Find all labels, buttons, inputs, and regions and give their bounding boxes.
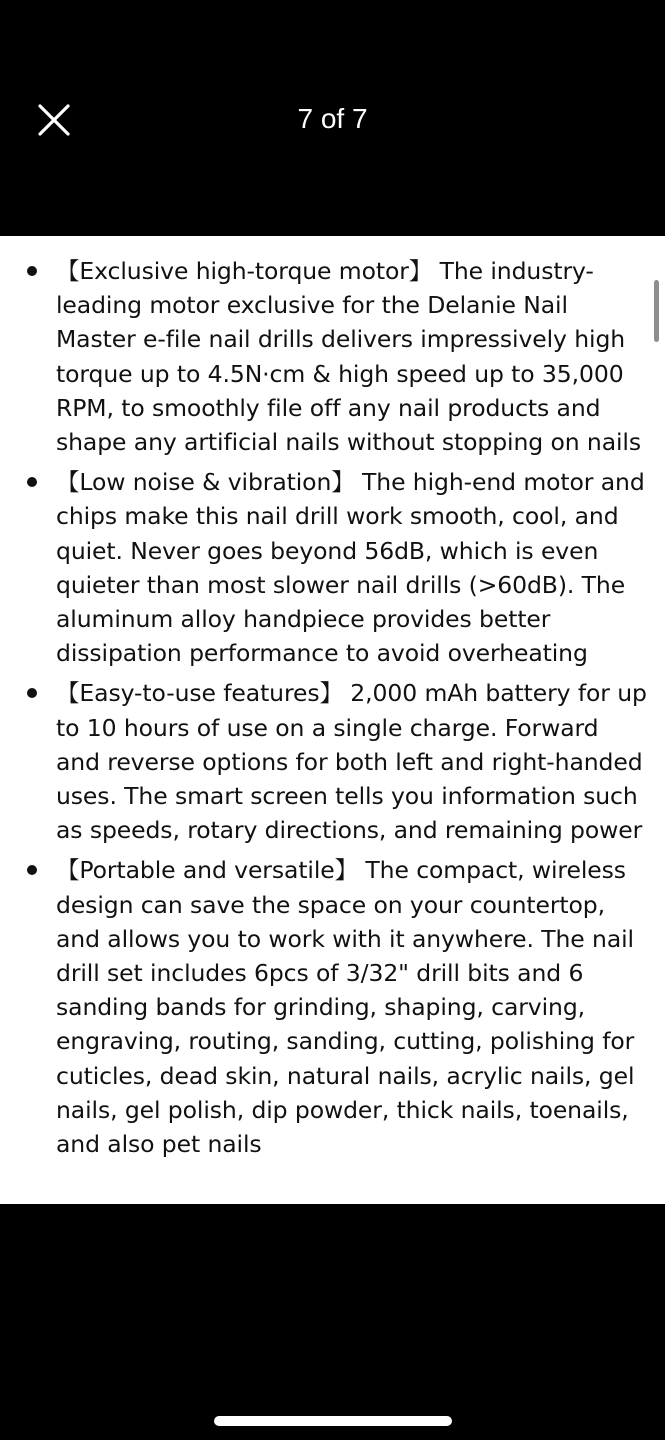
bullet-dot-icon (27, 477, 37, 487)
product-image[interactable] (0, 236, 665, 1204)
viewer-footer (0, 1204, 665, 1440)
bullet-text: 【Easy-to-use features】 2,000 mAh battery for up to 10 hours of use on a single charge. Forward and reverse options for both left and right-handed uses. The smart screen tells you information such as speeds, rotary directions, and remaining power (56, 679, 647, 845)
bullet-dot-icon (27, 688, 37, 698)
image-counter: 7 of 7 (297, 103, 368, 134)
feature-bullet-list (0, 254, 665, 1167)
list-item (0, 853, 665, 1161)
bullet-dot-icon (27, 266, 37, 276)
viewer-header (0, 0, 665, 236)
list-item (0, 676, 665, 847)
list-item (0, 254, 665, 459)
home-indicator[interactable] (214, 1416, 452, 1426)
bullet-text: 【Portable and versatile】 The compact, wireless design can save the space on your countertop, and allows you to work with it anywhere. The nail drill set includes 6pcs of 3/32" drill bits and 6 sanding bands for grinding, shaping, carving, engraving, routing, sanding, cutting, polishing for cuticles, dead skin, natural nails, acrylic nails, gel nails, gel polish, dip powder, thick nails, toenails, and also pet nails (56, 856, 635, 1159)
list-item (0, 465, 665, 670)
bullet-text: 【Exclusive high-torque motor】 The industry-leading motor exclusive for the Delanie Nail Master e-file nail drills delivers impressively high torque up to 4.5N·cm & high speed up to 35,000 RPM, to smoothly file off any nail products and shape any artificial nails without stopping on nails (56, 257, 642, 457)
bullet-dot-icon (27, 865, 37, 875)
bullet-text: 【Low noise & vibration】 The high-end motor and chips make this nail drill work smooth, cool, and quiet. Never goes beyond 56dB, which is even quieter than most slower nail drills (>60dB). The aluminum alloy handpiece provides better dissipation performance to avoid overheating (56, 468, 645, 668)
